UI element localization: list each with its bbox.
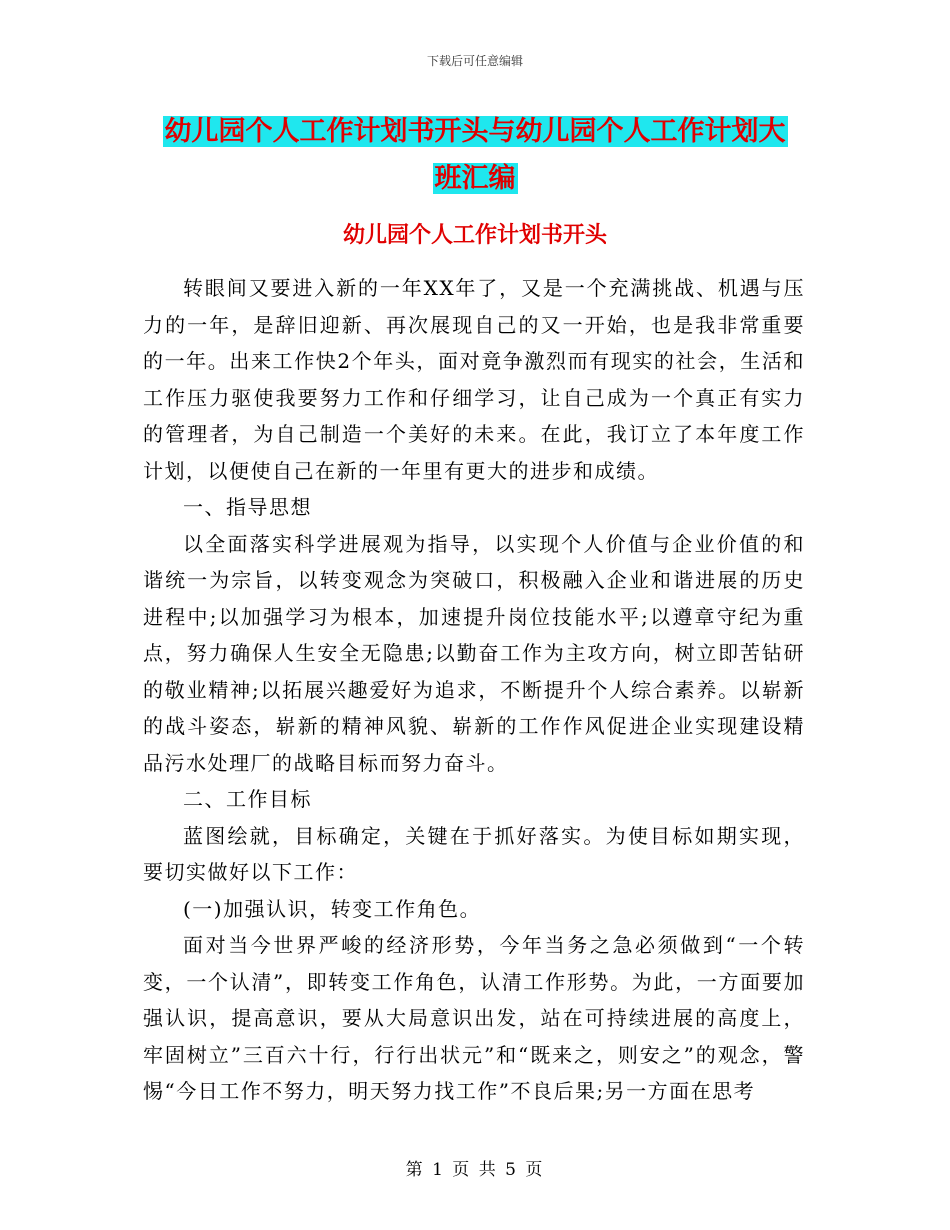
page-footer: 第 1 页 共 5 页: [405, 1160, 545, 1180]
paragraph-intro: 转眼间又要进入新的一年XX年了，又是一个充满挑战、机遇与压力的一年，是辞旧迎新、再次展现自己的又一开始，也是我非常重要的一年。出来工作快2个年头，面对竟争激烈而有现实的社会，生活和工作压力驱使我要努力工作和仔细学习，让自己成为一个真正有实力的管理者，为自己制造一个美好的未来。在此，我订立了本年度工作计划，以便使自己在新的一年里有更大的进步和成绩。: [143, 276, 805, 483]
paragraph-work-goals: 蓝图绘就，目标确定，关键在于抓好落实。为使目标如期实现，要切实做好以下工作：: [143, 823, 805, 884]
subheading-role-change: (一)加强认识，转变工作角色。: [183, 896, 482, 921]
heading-guiding-thought: 一、指导思想: [183, 495, 312, 519]
paragraph-guiding-thought: 以全面落实科学进展观为指导，以实现个人价值与企业价值的和谐统一为宗旨，以转变观念为突破口，积极融入企业和谐进展的历史进程中;以加强学习为根本，加速提升岗位技能水平;以遵章守纪为重点，努力确保人生安全无隐患;以勤奋工作为主攻方向，树立即苦钻研的敬业精神;以拓展兴趣爱好为追求，不断提升个人综合素养。以崭新的战斗姿态，崭新的精神风貌、崭新的工作作风促进企业实现建设精品污水处理厂的战略目标而努力奋斗。: [143, 531, 805, 775]
document-title-line2: 班汇编: [434, 163, 516, 194]
document-title-line1: 幼儿园个人工作计划书开头与幼儿园个人工作计划大: [164, 116, 786, 147]
heading-work-goals: 二、工作目标: [183, 787, 312, 811]
paragraph-role-change: 面对当今世界严峻的经济形势，今年当务之急必须做到“一个转变，一个认清”，即转变工作角色，认清工作形势。为此，一方面要加强认识，提高意识，要从大局意识出发，站在可持续进展的高度上，牢固树立”三百六十行，行行出状元”和“既来之，则安之”的观念，警惕“今日工作不努力，明天努力找工作”不良后果;另一方面在思考: [143, 933, 805, 1103]
section-title: 幼儿园个人工作计划书开头: [342, 223, 607, 248]
page-header-note: 下载后可任意编辑: [426, 54, 523, 68]
document-body: [143, 270, 805, 1110]
document-title: [140, 108, 810, 202]
